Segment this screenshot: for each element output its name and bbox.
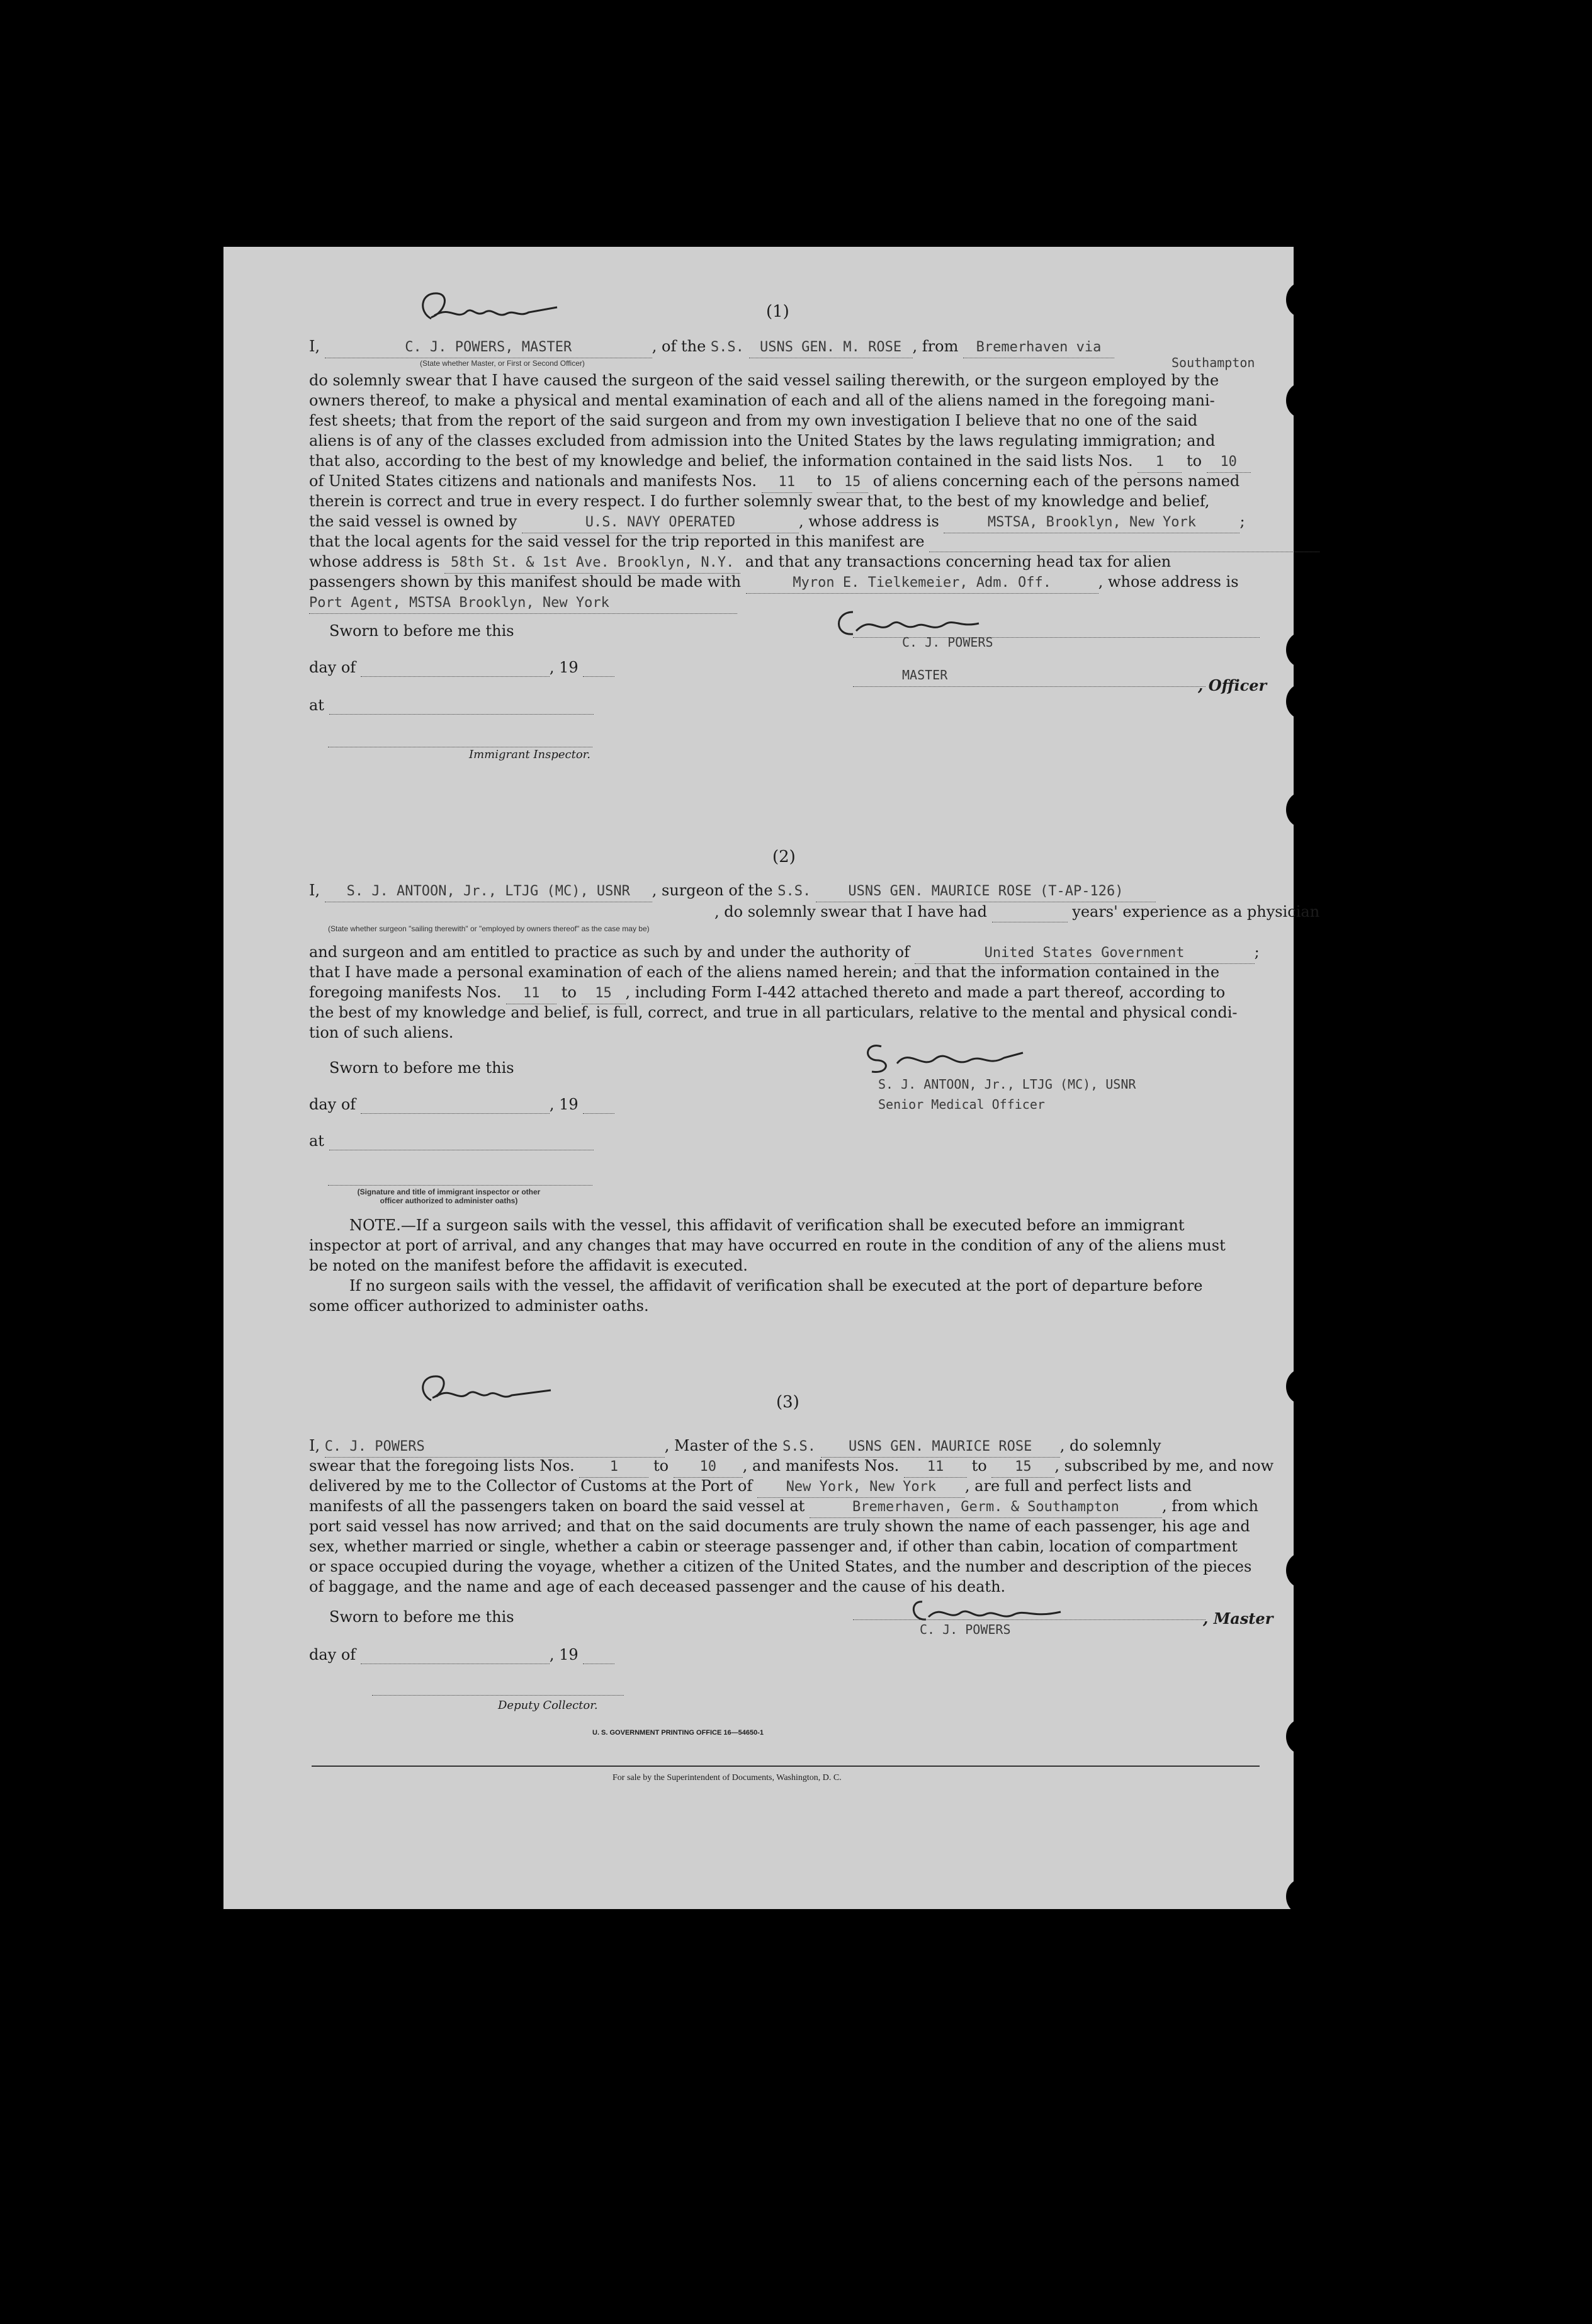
manifest-from-field: 11 xyxy=(762,472,812,493)
punch-hole xyxy=(1286,1719,1318,1754)
punch-hole xyxy=(1286,632,1318,667)
section-number: (2) xyxy=(772,847,796,866)
sworn-label: Sworn to before me this xyxy=(329,1608,514,1626)
port-field-cont: Southampton xyxy=(1171,355,1255,370)
section-number: (1) xyxy=(766,302,789,321)
manifest-to-field: 15 xyxy=(991,1457,1054,1478)
vessel-field: USNS GEN. MAURICE ROSE (T-AP-126) xyxy=(816,881,1156,902)
sworn-label: Sworn to before me this xyxy=(329,622,514,640)
vessel-field: USNS GEN. M. ROSE xyxy=(749,337,913,358)
master-name-field: C. J. POWERS, MASTER xyxy=(325,337,652,358)
punch-hole xyxy=(1286,792,1318,827)
owner-address-field: MSTSA, Brooklyn, New York xyxy=(944,513,1239,533)
signature-powers xyxy=(412,287,570,331)
signature-powers xyxy=(412,1369,563,1413)
s1-body: do solemnly swear that I have caused the surgeon of the said vessel sailing therewith, or the surgeon employed by the xyxy=(309,371,1219,389)
deputy-collector-caption: Deputy Collector. xyxy=(498,1699,598,1712)
punch-hole xyxy=(1286,383,1318,418)
punch-hole xyxy=(1286,1553,1318,1588)
port-field: New York, New York xyxy=(757,1477,965,1498)
years-experience-field xyxy=(992,902,1068,922)
day-of-label: day of , 19 xyxy=(309,1096,614,1114)
list-from-field: 1 xyxy=(1138,452,1182,473)
master-signature-name: C. J. POWERS xyxy=(920,1622,1011,1637)
state-hint: (State whether surgeon "sailing therewith" or "employed by owners thereof" as the case may be) xyxy=(328,924,650,933)
list-to-field: 10 xyxy=(674,1457,743,1478)
manifest-to-field: 15 xyxy=(837,472,868,493)
at-label: at xyxy=(309,696,594,715)
punch-hole xyxy=(1286,684,1318,719)
day-of-label: day of , 19 xyxy=(309,659,614,677)
printing-office-imprint: U. S. GOVERNMENT PRINTING OFFICE 16—54650-1 xyxy=(592,1729,764,1737)
departure-port-field: Bremerhaven, Germ. & Southampton xyxy=(810,1497,1162,1518)
section-number: (3) xyxy=(776,1393,799,1412)
punch-hole xyxy=(1286,1369,1318,1404)
note: NOTE.—If a surgeon sails with the vessel, this affidavit of verification shall be executed before an immigrant xyxy=(349,1216,1185,1234)
manifest-from-field: 11 xyxy=(506,983,556,1004)
s1-line-i: I, C. J. POWERS, MASTER , of the S.S. USNS GEN. M. ROSE , from Bremerhaven via xyxy=(309,336,1260,358)
punch-hole xyxy=(1286,282,1318,317)
immigrant-inspector-caption: Immigrant Inspector. xyxy=(469,748,591,761)
master-name-field: C. J. POWERS xyxy=(325,1437,665,1458)
local-agents-field xyxy=(929,531,1319,552)
signature-caption: (Signature and title of immigrant inspector or other officer authorized to administer oaths) xyxy=(357,1188,541,1205)
agent-address-field: 58th St. & 1st Ave. Brooklyn, N.Y. xyxy=(444,553,740,574)
vessel-field: USNS GEN. MAURICE ROSE xyxy=(821,1437,1060,1458)
port-field: Bremerhaven via xyxy=(963,337,1114,358)
owner-field: U.S. NAVY OPERATED xyxy=(522,513,799,533)
list-to-field: 10 xyxy=(1207,452,1251,473)
manifest-from-field: 11 xyxy=(904,1457,967,1478)
authority-field: United States Government xyxy=(915,943,1255,964)
surgeon-signature-name: S. J. ANTOON, Jr., LTJG (MC), USNR xyxy=(878,1077,1136,1092)
at-label: at xyxy=(309,1132,594,1150)
master-signature-title: MASTER xyxy=(902,667,948,683)
head-tax-agent-field: Myron E. Tielkemeier, Adm. Off. xyxy=(746,573,1098,594)
surgeon-name-field: S. J. ANTOON, Jr., LTJG (MC), USNR xyxy=(325,881,652,902)
day-of-label: day of , 19 xyxy=(309,1646,614,1664)
sale-notice: For sale by the Superintendent of Documents, Washington, D. C. xyxy=(613,1773,842,1783)
manifest-page: (1) I, C. J. POWERS, MASTER , of the S.S. USNS GEN. M. ROSE , from Bremerhaven via (State whether Master, or First or Second Officer) Southampton do solemnly swear that I have caused the surgeon of the said vessel sailing therewith, or the surgeon employed by the owners thereof, to make a physical and mental examination of each and all of the aliens named in the foregoing mani- fest sheets; that from the report of the said surgeon and from my own investigation I believe that no one of the said aliens is of any of the classes excluded from admission into the United States by the laws regulating immigration; and that also, according to the best of my knowledge and belief, the information contained in the said lists Nos. 1 to 10 of United States citizens and nationals and manifests Nos. 11 to 15 of aliens concerning each of the persons named therein is correct and true in every respect. I do further solemnly swear that, to the best of my knowledge and belief, the said vessel is owned by U.S. NAVY OPERATED , whose address is MSTSA, Brooklyn, New York ; that the local agents for the said vessel for the trip reported in this manifest are whose address is 58th St. & 1st Ave. Brooklyn, N.Y. and that any transactions concerning head tax for alien passengers shown by this manifest should be made with Myron E. Tielkemeier, Adm. Off. , whose address is Port Agent, MSTSA Brooklyn, New York Sworn to before me this day of , 19 at Immigrant Inspector. C. J. POWERS MASTER , Officer (2) I, S. J. ANTOON, Jr., LTJG (MC), USNR , surgeon of the S.S. USNS GEN. MAURICE ROSE (T-AP-126) (State whether surgeon "sailing therewith" or "employed by owners thereof" as the case may be) , do solemnly swear that I have had years' experience as a physician and surgeon and am entitled to practice as such by and under the authority of United States Government ; that I have made a personal examination of each of the aliens named herein; and that the information contained in the foregoing manifests Nos. 11 to 15 , including Form I-442 attached thereto and made a part thereof, according to the best of my knowledge and belief, is full, correct, and true in all particulars, relative to the mental and physical condi- tion of such aliens. Sworn to before me this day of , 19 at (Signature and title of immigrant inspector or other officer authorized to administer oaths) S. J. ANTOON, Jr., LTJG (MC), USNR Senior Medical Officer NOTE.—If a surgeon sails with the vessel, this affidavit of verification shall be executed before an immigrant inspector at port of arrival, and any changes that may have occurred en route in the condition of any of the aliens must be noted on the manifest before the affidavit is executed. If no surgeon sails with the vessel, the affidavit of verification shall be executed at the port of departure before some officer authorized to administer oaths. (3) I, C. J. POWERS , Master of the S.S. USNS GEN. MAURICE ROSE , do solemnly swear that the foregoing lists Nos. 1 to 10 , and manifests Nos. 11 to 15 , subscribed by me, and now delivered by me to the Collector of Customs at the Port of New York, New York , are full and perfect lists and manifests of all the passengers taken on board the said vessel at Bremerhaven, Germ. & Southampton , from which port said vessel has now arrived; and that on the said documents are truly shown the name of each passenger, his age and sex, whether married or single, whether a cabin or steerage passenger and, if other than cabin, location of compartment or space occupied during the voyage, whether a citizen of the United States, and the number and description of the pieces of baggage, and the name and age of each deceased passenger and the cause of his death. Sworn to before me this day of , 19 Deputy Collector. C. J. POWERS , Master U. S. GOVERNMENT PRINTING OFFICE 16—54650-1 For sale by the Superintendent of Documents, Washington, D. C. xyxy=(223,247,1294,1909)
ss-mark: S.S. xyxy=(710,339,744,355)
punch-hole xyxy=(1286,1879,1318,1914)
state-hint: (State whether Master, or First or Second Officer) xyxy=(420,359,585,368)
master-signature-name: C. J. POWERS xyxy=(902,635,993,650)
manifest-to-field: 15 xyxy=(582,983,626,1004)
master-label: , Master xyxy=(1203,1609,1273,1628)
officer-label: , Officer xyxy=(1198,676,1267,694)
signature-antoon xyxy=(853,1035,1029,1079)
s2-line-i: I, S. J. ANTOON, Jr., LTJG (MC), USNR , surgeon of the S.S. USNS GEN. MAURICE ROSE (T-AP-126) xyxy=(309,880,1260,902)
sworn-label: Sworn to before me this xyxy=(329,1059,514,1077)
surgeon-signature-title: Senior Medical Officer xyxy=(878,1097,1045,1112)
s3-line-i: I, C. J. POWERS , Master of the S.S. USNS GEN. MAURICE ROSE , do solemnly xyxy=(309,1436,1260,1458)
head-tax-address-field: Port Agent, MSTSA Brooklyn, New York xyxy=(309,593,737,614)
list-from-field: 1 xyxy=(579,1457,648,1478)
